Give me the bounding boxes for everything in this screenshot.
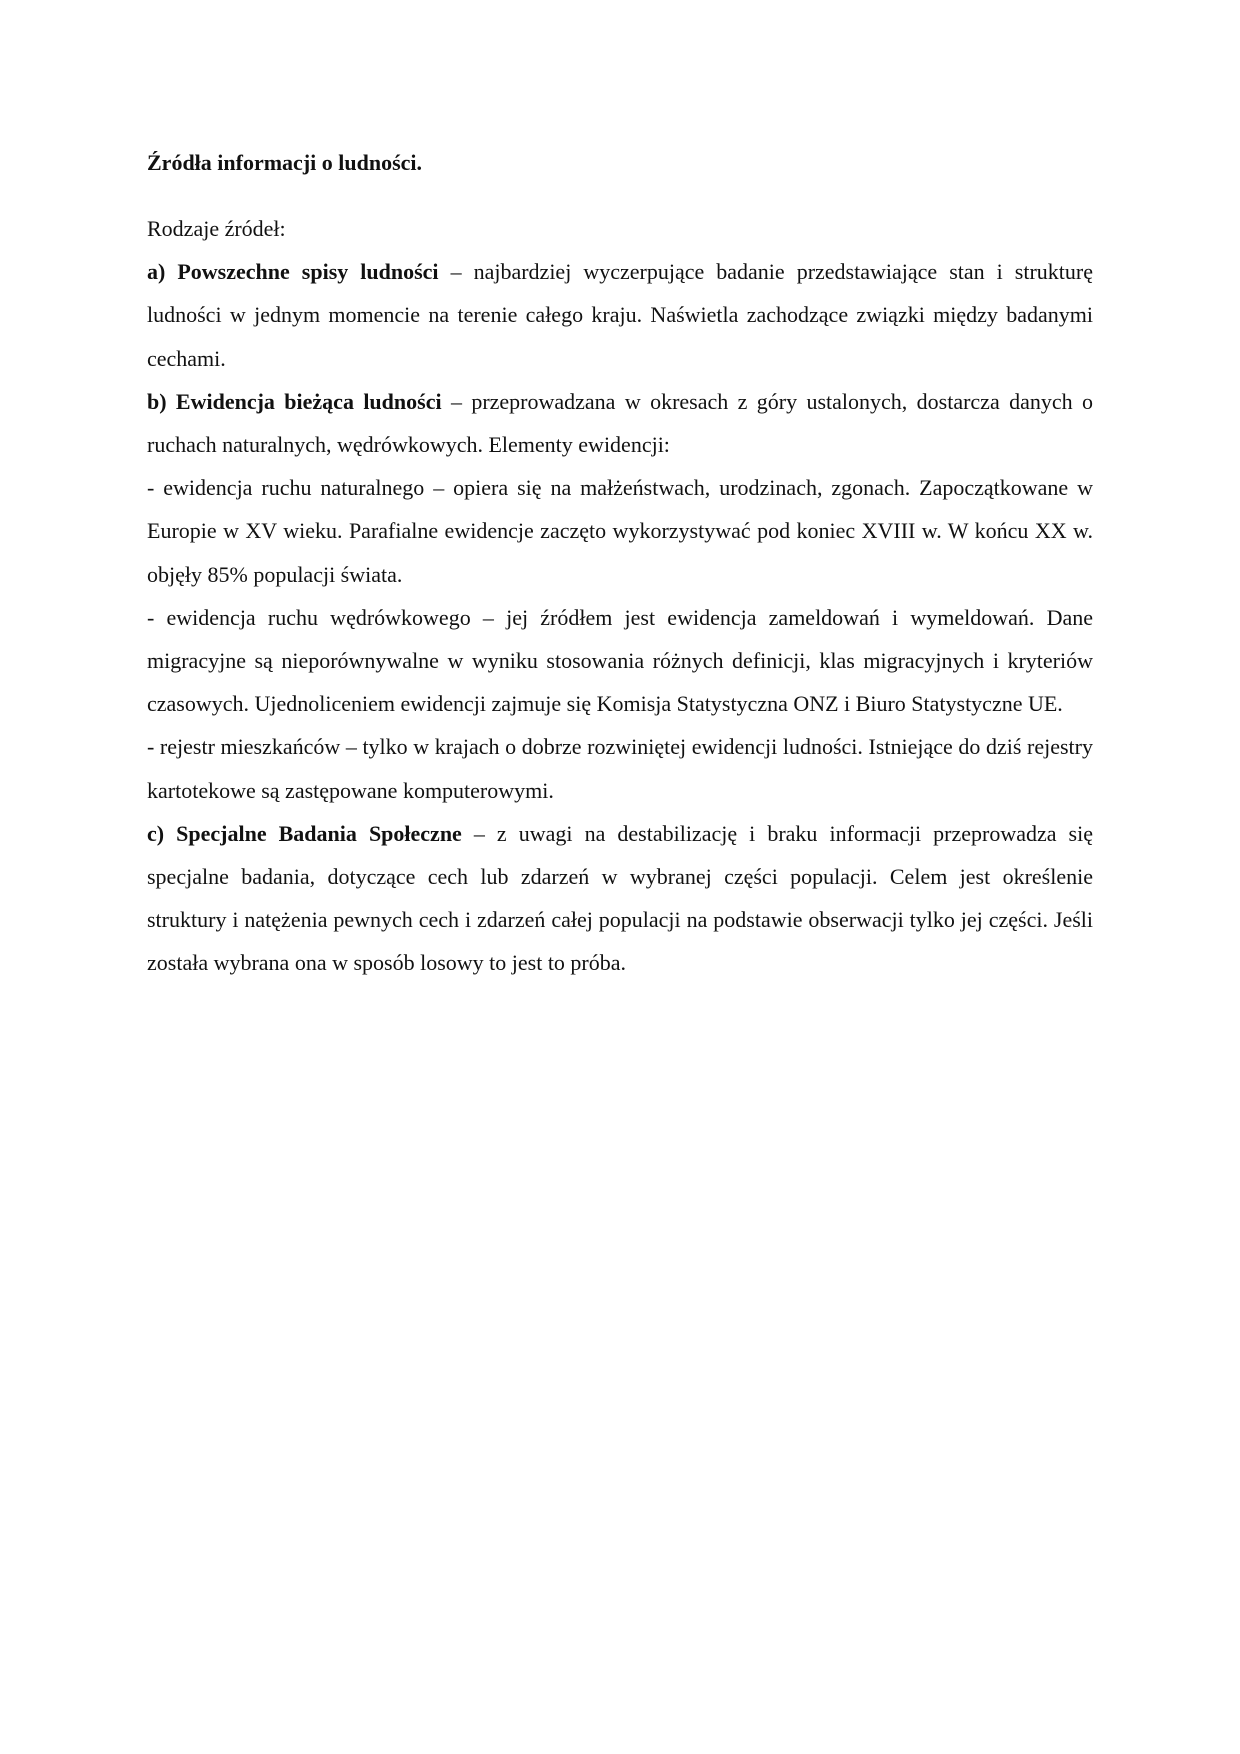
intro-paragraph: Rodzaje źródeł: bbox=[147, 216, 286, 241]
item-migration-movement: - ewidencja ruchu wędrówkowego – jej źródłem jest ewidencja zameldowań i wymeldowań. Dane migracyjne są nieporównywalne w wyniku stosowania różnych definicji, klas migracyjnych i kryteriów czasowych. Ujednoliceniem ewidencji zajmuje się Komisja Statystyczna ONZ i Biuro Statystyczne UE. bbox=[147, 604, 1093, 717]
section-text: – z uwagi na destabilizację i braku informacji przeprowadza się specjalne badania, dotyczące cech lub zdarzeń w wybranej części populacji. Celem jest określenie struktury i natężenia pewnych cech i zdarzeń całej populacji na podstawie obserwacji tylko jej części. Jeśli została wybrana ona w sposób losowy to jest to próba. bbox=[147, 820, 1093, 976]
document-page bbox=[147, 143, 1093, 985]
section-current-records bbox=[147, 380, 1093, 466]
section-census bbox=[147, 250, 1093, 380]
section-text: – przeprowadzana w okresach z góry ustalonych, dostarcza danych o ruchach naturalnych, wędrówkowych. Elementy ewidencji: bbox=[147, 388, 1093, 458]
document-title: Źródła informacji o ludności. bbox=[147, 150, 423, 175]
section-text: – najbardziej wyczerpujące badanie przedstawiające stan i strukturę ludności w jednym momencie na terenie całego kraju. Naświetla zachodzące związki między badanymi cechami. bbox=[147, 259, 1093, 371]
section-special-surveys bbox=[147, 812, 1093, 985]
section-label: c) Specjalne Badania Społeczne bbox=[147, 820, 462, 846]
section-label: a) Powszechne spisy ludności bbox=[147, 259, 439, 285]
item-natural-movement: - ewidencja ruchu naturalnego – opiera się na małżeństwach, urodzinach, zgonach. Zapoczątkowane w Europie w XV wieku. Parafialne ewidencje zaczęto wykorzystywać pod koniec XVIII w. W końcu XX w. objęły 85% populacji świata. bbox=[147, 475, 1093, 587]
item-resident-register: - rejestr mieszkańców – tylko w krajach o dobrze rozwiniętej ewidencji ludności. Istniejące do dziś rejestry kartotekowe są zastępowane komputerowymi. bbox=[147, 734, 1093, 803]
section-label: b) Ewidencja bieżąca ludności bbox=[147, 388, 442, 414]
